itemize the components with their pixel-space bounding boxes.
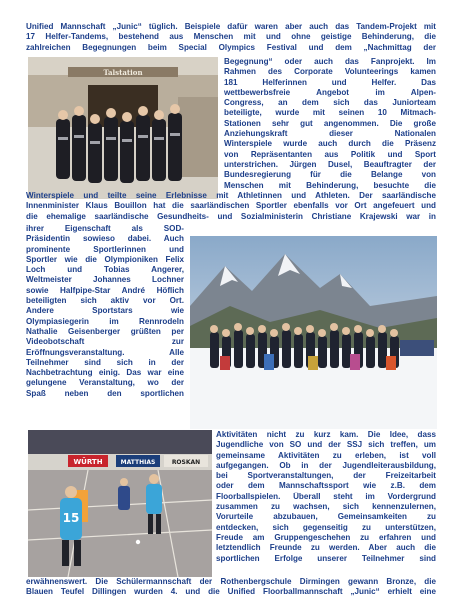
text-line: Floorballspielen. Überall steht im Vordergrund: [216, 491, 436, 501]
banner-text: ROSKAN: [171, 459, 201, 466]
text-line: Nachbetrachtung einig. Das war eine: [26, 368, 184, 378]
text-line: zusammen zu wachsen, sich kennenzulernen,: [216, 502, 436, 512]
text-line: Olympiasiegerin im Rennrodeln: [26, 316, 184, 326]
para-right-col-2: [216, 430, 436, 564]
text-line: Winterspiele wurde auch durch die Präsenz: [224, 139, 436, 149]
text-line: Eröffnungsveranstaltung. Alle: [26, 347, 184, 357]
text-line: Anziehungskraft dieser Nationalen: [224, 129, 436, 139]
para-left-col: [26, 224, 184, 399]
text-line: Weltmeister Johannes Lochner: [26, 275, 184, 285]
jersey-number: 15: [62, 511, 80, 525]
text-line: Menschen mit Behinderung, besuchte die: [224, 180, 436, 190]
banner-text: MATTHIAS: [120, 459, 156, 466]
text-line: wettbewerbsfreie Angebot im Alpen-: [224, 87, 436, 97]
text-line: Andere Sportstars wie: [26, 306, 184, 316]
text-line: Vorurteile abzubauen, Gemeinsamkeiten zu: [216, 512, 436, 522]
text-line: oder dem Mannschaftssport wie z.B. dem: [216, 481, 436, 491]
para-bottom: [26, 577, 436, 598]
text-line: beteiligten sich aktiv vor Ort.: [26, 296, 184, 306]
text-line: Präsidentin sowieso dabei. Auch: [26, 234, 184, 244]
text-line: 17 Helfer-Tandems, bestehend aus Menschen mit und ohne geistige Behinderung, die: [26, 32, 436, 42]
text-line: Loch und Tobias Angerer,: [26, 265, 184, 275]
text-line: 181 Helferinnen und Helfer. Das: [224, 77, 436, 87]
para-top: [26, 22, 436, 53]
text-line: sportlichen Erfolge unserer Teilnehmer sind: [216, 553, 436, 563]
text-line: Rahmen des Corporate Volunteerings kamen: [224, 67, 436, 77]
text-line: letztendlich Freunde zu werden. Aber auch die: [216, 543, 436, 553]
text-line: erwähnenswert. Die Schülermannschaft der Rothenbergschule Dirmingen gewann Bronze, die: [26, 577, 436, 586]
text-line: entdecken, sich gegenseitig zu unterstützen,: [216, 522, 436, 532]
para-full: [26, 191, 436, 222]
text-line: unterstrichen. Jürgen Dusel, Beauftragter der: [224, 159, 436, 169]
text-line: Jugendliche von SO und der SSJ sich treffen, um: [216, 440, 436, 450]
text-line: Freude am Gruppengeschehen zu erfahren und: [216, 532, 436, 542]
text-line: Spaß neben den sportlichen: [26, 388, 184, 398]
text-line: aufgegangen. Ob in der Jugendleiterausbildung,: [216, 460, 436, 470]
banner-text: WÜRTH: [73, 458, 103, 466]
photo-gym-floorball: [28, 430, 212, 577]
text-line: Winterspiele und teilte seine Erlebnisse mit Athletinnen und Athleten. Der saarländische: [26, 191, 436, 200]
text-line: Videobotschaft zur: [26, 337, 184, 347]
photo-mountain-group: [190, 236, 437, 429]
text-line: Aktivitäten nicht zu kurz kam. Die Idee, dass: [216, 430, 436, 439]
text-line: gemeinsame Aktivitäten zu erleben, ist voll: [216, 450, 436, 460]
para-right-col: [224, 57, 436, 191]
text-line: bei Sportveranstaltungen, der Freizeitarbeit: [216, 471, 436, 481]
text-line: Bundesregierung für die Belange von: [224, 170, 436, 180]
text-line: Congress, an dem sich das Juniorteam: [224, 98, 436, 108]
text-line: sowie Halfpipe-Star André Höflich: [26, 285, 184, 295]
text-line: von Repräsentanten aus Politik und Sport: [224, 149, 436, 159]
text-line: Stationen sehr gut angenommen. Die große: [224, 118, 436, 128]
photo-group-winter-games: [28, 57, 218, 199]
text-line: die ehemalige saarländische Gesundheits- und Sozialministerin Christiane Krajewski war in: [26, 211, 436, 221]
text-line: Nathalie Geisenberger grüßten per: [26, 326, 184, 336]
text-line: ihrer Eigenschaft als SOD-: [26, 224, 184, 233]
text-line: Unified Mannschaft „Junic“ tüglich. Beispiele dafür waren aber auch das Tandem-Projekt mit: [26, 22, 436, 31]
text-line: prominente Sportlerinnen und: [26, 244, 184, 254]
sign-text: Talstation: [103, 68, 143, 77]
text-line: zahlreichen Begegnungen beim Special Olympics Festival und dem „Nachmittag der: [26, 42, 436, 52]
text-line: beteiligte, wurde mit seinen 10 Mitmach-: [224, 108, 436, 118]
text-line: Sportler wie die Olympioniken Felix: [26, 254, 184, 264]
text-line: Begegnung“ oder auch das Fanprojekt. Im: [224, 57, 436, 66]
text-line: Blauen Teufel Dillingen wurden 4. und die Unified Floorballmannschaft „Junic“ erhielt eine: [26, 587, 436, 597]
text-line: gelungene Veranstaltung, wo der: [26, 378, 184, 388]
text-line: Teilnehmer sind sich in der: [26, 357, 184, 367]
text-line: Innenminister Klaus Bouillon hat die saarländischen Sportler ebenfalls vor Ort angefeuert und: [26, 201, 436, 211]
